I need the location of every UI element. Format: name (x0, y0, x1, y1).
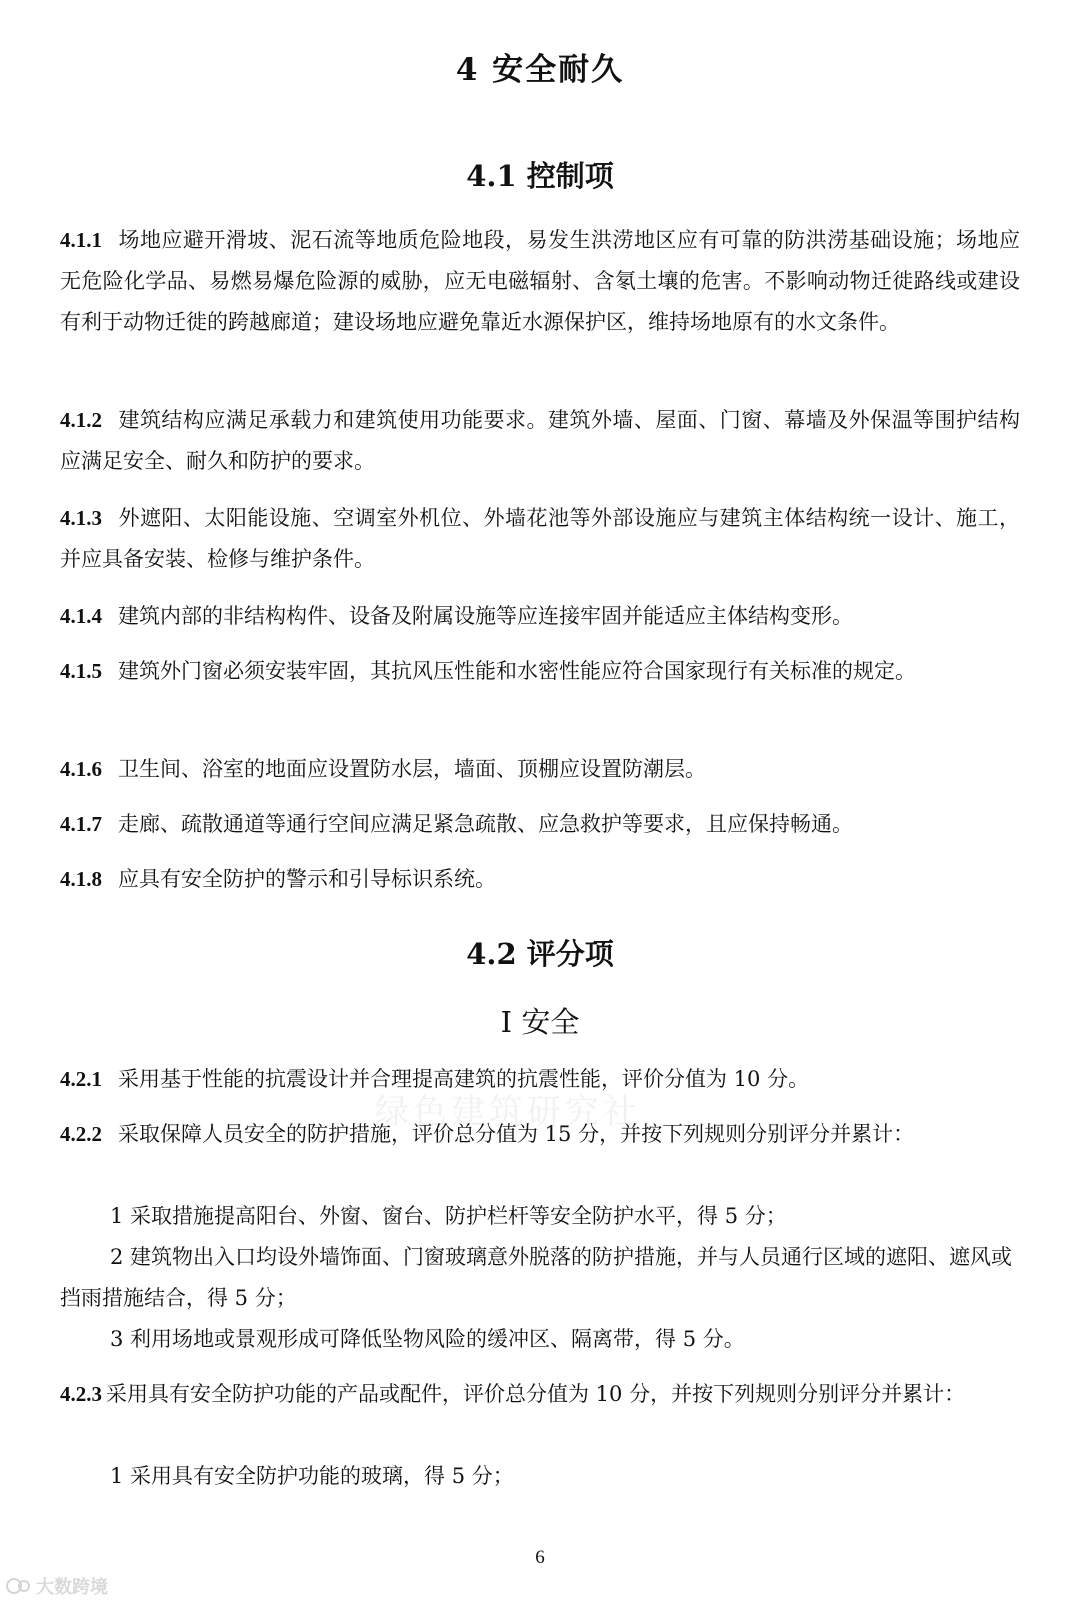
clause-4-1-3 (60, 498, 1020, 580)
clause-number: 4.1.5 (60, 659, 102, 683)
clause-text: 卫生间、浴室的地面应设置防水层，墙面、顶棚应设置防潮层。 (118, 757, 706, 781)
clause-number: 4.1.4 (60, 604, 102, 628)
clause-number: 4.1.2 (60, 408, 102, 432)
clause-4-1-8 (60, 859, 1020, 900)
clause-text: 建筑外门窗必须安装牢固，其抗风压性能和水密性能应符合国家现行有关标准的规定。 (118, 659, 916, 683)
sub-item-4-2-2-3: 3 利用场地或景观形成可降低坠物风险的缓冲区、隔离带，得 5 分。 (110, 1327, 745, 1351)
sub-item-4-2-2-2: 2 建筑物出入口均设外墙饰面、门窗玻璃意外脱落的防护措施，并与人员通行区域的遮阳、遮风或挡雨措施结合，得 5 分； (60, 1245, 1013, 1310)
clause-text: 走廊、疏散通道等通行空间应满足紧急疏散、应急救护等要求，且应保持畅通。 (118, 812, 853, 836)
clause-4-2-1 (60, 1059, 1020, 1100)
clause-text: 场地应避开滑坡、泥石流等地质危险地段，易发生洪涝地区应有可靠的防洪涝基础设施；场地应无危险化学品、易燃易爆危险源的威胁，应无电磁辐射、含氡土壤的危害。不影响动物迁徙路线或建设有利于动物迁徙的跨越廊道；建设场地应避免靠近水源保护区，维持场地原有的水文条件。 (60, 228, 1020, 334)
clause-4-1-5 (60, 651, 1020, 692)
page-number: 6 (535, 1547, 545, 1568)
chapter-title: 4 安全耐久 (455, 52, 625, 88)
clause-number: 4.2.3 (60, 1382, 102, 1406)
clause-number: 4.2.2 (60, 1122, 102, 1146)
clause-number: 4.1.3 (60, 506, 102, 530)
clause-text: 外遮阳、太阳能设施、空调室外机位、外墙花池等外部设施应与建筑主体结构统一设计、施工，并应具备安装、检修与维护条件。 (60, 506, 1020, 571)
brand-logo (6, 1574, 108, 1598)
brand-logo-icon (6, 1576, 32, 1596)
section-title-score: 4.2 评分项 (466, 937, 614, 971)
clause-number: 4.2.1 (60, 1067, 102, 1091)
clause-number: 4.1.6 (60, 757, 102, 781)
clause-4-1-2 (60, 400, 1020, 482)
clause-4-2-3 (60, 1374, 1020, 1415)
clause-text: 建筑结构应满足承载力和建筑使用功能要求。建筑外墙、屋面、门窗、幕墙及外保温等围护结构应满足安全、耐久和防护的要求。 (60, 408, 1020, 473)
clause-text: 建筑内部的非结构构件、设备及附属设施等应连接牢固并能适应主体结构变形。 (118, 604, 853, 628)
clause-4-1-6 (60, 749, 1020, 790)
clause-text: 采用具有安全防护功能的产品或配件，评价总分值为 10 分，并按下列规则分别评分并累计： (106, 1382, 966, 1406)
clause-text: 采用基于性能的抗震设计并合理提高建筑的抗震性能，评价分值为 10 分。 (118, 1067, 810, 1091)
clause-text: 采取保障人员安全的防护措施，评价总分值为 15 分，并按下列规则分别评分并累计： (118, 1122, 915, 1146)
brand-logo-text: 大数跨境 (36, 1577, 108, 1598)
sub-item-4-2-2-1: 1 采取措施提高阳台、外窗、窗台、防护栏杆等安全防护水平，得 5 分； (110, 1204, 787, 1228)
clause-number: 4.1.8 (60, 867, 102, 891)
section-title-control: 4.1 控制项 (466, 159, 614, 193)
subsection-title-safety: Ⅰ 安全 (500, 1005, 580, 1039)
clause-number: 4.1.1 (60, 228, 102, 252)
sub-item-4-2-3-1: 1 采用具有安全防护功能的玻璃，得 5 分； (110, 1464, 514, 1488)
clause-number: 4.1.7 (60, 812, 102, 836)
clause-4-2-2 (60, 1114, 1020, 1155)
clause-4-1-1 (60, 220, 1020, 343)
clause-text: 应具有安全防护的警示和引导标识系统。 (118, 867, 496, 891)
clause-4-1-7 (60, 804, 1020, 845)
watermark: 绿色建筑研究社 (375, 1092, 641, 1132)
clause-4-1-4 (60, 596, 1020, 637)
